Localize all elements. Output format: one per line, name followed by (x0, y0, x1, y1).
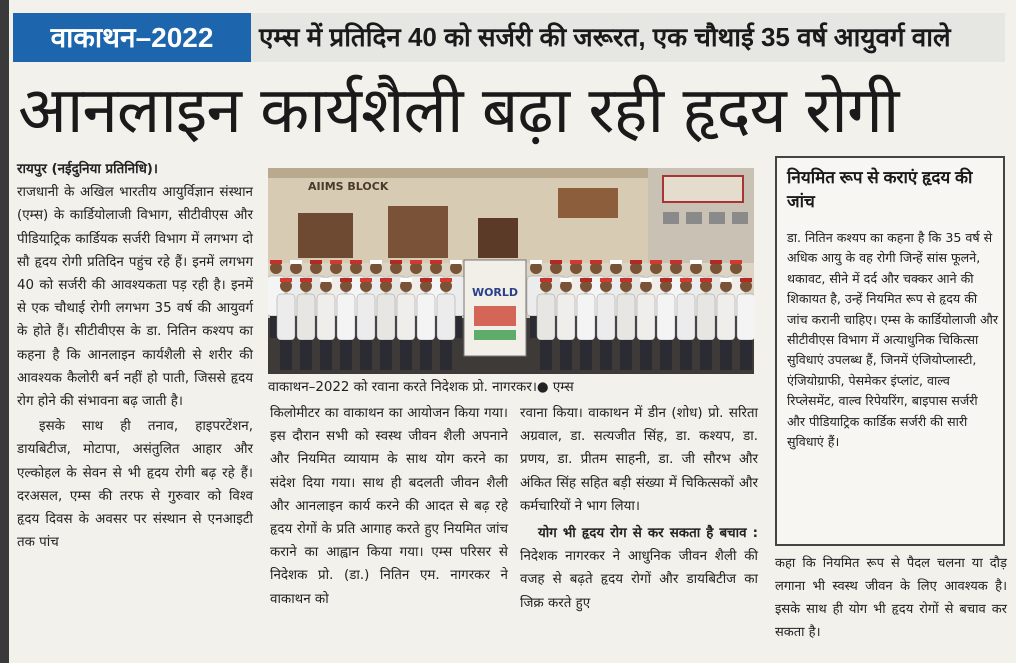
kicker-bar (13, 13, 1005, 62)
page-edge-rule (0, 0, 9, 663)
article-column-1 (17, 158, 253, 554)
sidebar-box-body: डा. नितिन कश्यप का कहना है कि 35 वर्ष से अधिक आयु के वह रोगी जिन्हें सांस फूलने, थकावट, सीने में दर्द और चक्कर आने की शिकायत है, उन्हें नियमित रूप से हृदय की जांच करानी चाहिए। एम्स के कार्डियोलाजी और सीटीवीएस विभाग में अत्याधुनिक चिकित्सा सुविधाएं उपलब्ध हैं, जिनमें एंजियोप्लास्टी, एंजियोग्राफी, पेसमेकर इंप्लांट, वाल्व रिप्लेसमेंट, वाल्व रिपेयरिंग, बाइपास सर्जरी और पीडियाट्रिक कार्डिक सर्जरी की सारी सुविधाएं हैं। (787, 230, 999, 450)
banner-text: WORLD (471, 286, 519, 299)
sidebar-box-title: नियमित रूप से कराएं हृदय की जांच (787, 168, 973, 211)
dateline: रायपुर (नईदुनिया प्रतिनिधि)। (17, 162, 159, 177)
news-photo (268, 168, 754, 374)
article-paragraph-6: कहा कि नियमित रूप से पैदल चलना या दौड़ लगाना भी स्वस्थ जीवन के लिए आवश्यक है। इसके साथ ही योग भी हृदय रोगों से बचाव कर सकता है। (775, 556, 1007, 640)
article-paragraph-4: रवाना किया। वाकाथन में डीन (शोध) प्रो. सरिता अग्रवाल, डा. सत्यजीत सिंह, डा. कश्यप, डा. प्रणय, डा. प्रीतम साहनी, डा. जी सौरभ और अंकित सिंह सहित बड़ी संख्या में चिकित्सकों और कर्मचारियों ने भाग लिया। (520, 406, 758, 514)
headline: आनलाइन कार्यशैली बढ़ा रही हृदय रोगी (18, 74, 899, 148)
article-column-4 (775, 552, 1007, 644)
article-column-2 (270, 402, 508, 611)
article-paragraph-1: राजधानी के अखिल भारतीय आयुर्विज्ञान संस्थान (एम्स) के कार्डियोलाजी विभाग, सीटीवीएस और पीडियाट्रिक कार्डियक सर्जरी विभाग में लगभग दो सौ हृदय रोगी प्रतिदिन पहुंच रहे हैं। इनमें लगभग 40 को सर्जरी की आवश्यकता पड़ रही है। इनमें से एक चौथाई रोगी लगभग 35 वर्ष की आयुवर्ग के होते हैं। सीटीवीएस के डा. नितिन कश्यप का कहना है कि आनलाइन कार्यशैली से शरीर की आवश्यक कैलोरी बर्न नहीं हो पाती, जिससे हृदय रोग होने की संभावना बढ़ जाती है। (17, 185, 253, 410)
kicker-label: वाकाथन–2022 (13, 13, 251, 62)
walkathon-photo (268, 168, 754, 374)
subheading: योग भी हृदय रोग से कर सकता है बचाव : (538, 526, 758, 542)
article-column-3 (520, 402, 758, 615)
article-paragraph-5: निदेशक नागरकर ने आधुनिक जीवन शैली की वजह से बढ़ते हृदय रोगों और डायबिटीज का जिक्र करते हुए (520, 549, 758, 611)
building-sign: AIIMS BLOCK (308, 180, 389, 193)
photo-caption: वाकाथन–2022 को रवाना करते निदेशक प्रो. नागरकर।● एम्स (268, 380, 574, 395)
sidebar-box (775, 156, 1005, 546)
article-paragraph-3: किलोमीटर का वाकाथन का आयोजन किया गया। इस दौरान सभी को स्वस्थ जीवन शैली अपनाने और नियमित व्यायाम के साथ योग करने का संदेश दिया गया। साथ ही बदलती जीवन शैली और आनलाइन कार्य करने की आदत से बढ़ रहे हृदय रोगों के प्रति आगाह करते हुए नियमित जांच कराने का आह्वान किया गया। एम्स परिसर से निदेशक प्रो. (डा.) नितिन एम. नागरकर ने वाकाथन को (270, 406, 508, 607)
article-paragraph-2: इसके साथ ही तनाव, हाइपरटेंशन, डायबिटीज, मोटापा, असंतुलित आहार और एल्कोहल के सेवन से भी हृदय रोगी बढ़ रहे हैं। दरअसल, एम्स की तरफ से गुरुवार को विश्व हृदय दिवस के अवसर पर संस्थान से एनआइटी तक पांच (17, 419, 253, 551)
kicker-text: एम्स में प्रतिदिन 40 को सर्जरी की जरूरत, एक चौथाई 35 वर्ष आयुवर्ग वाले (259, 22, 951, 52)
